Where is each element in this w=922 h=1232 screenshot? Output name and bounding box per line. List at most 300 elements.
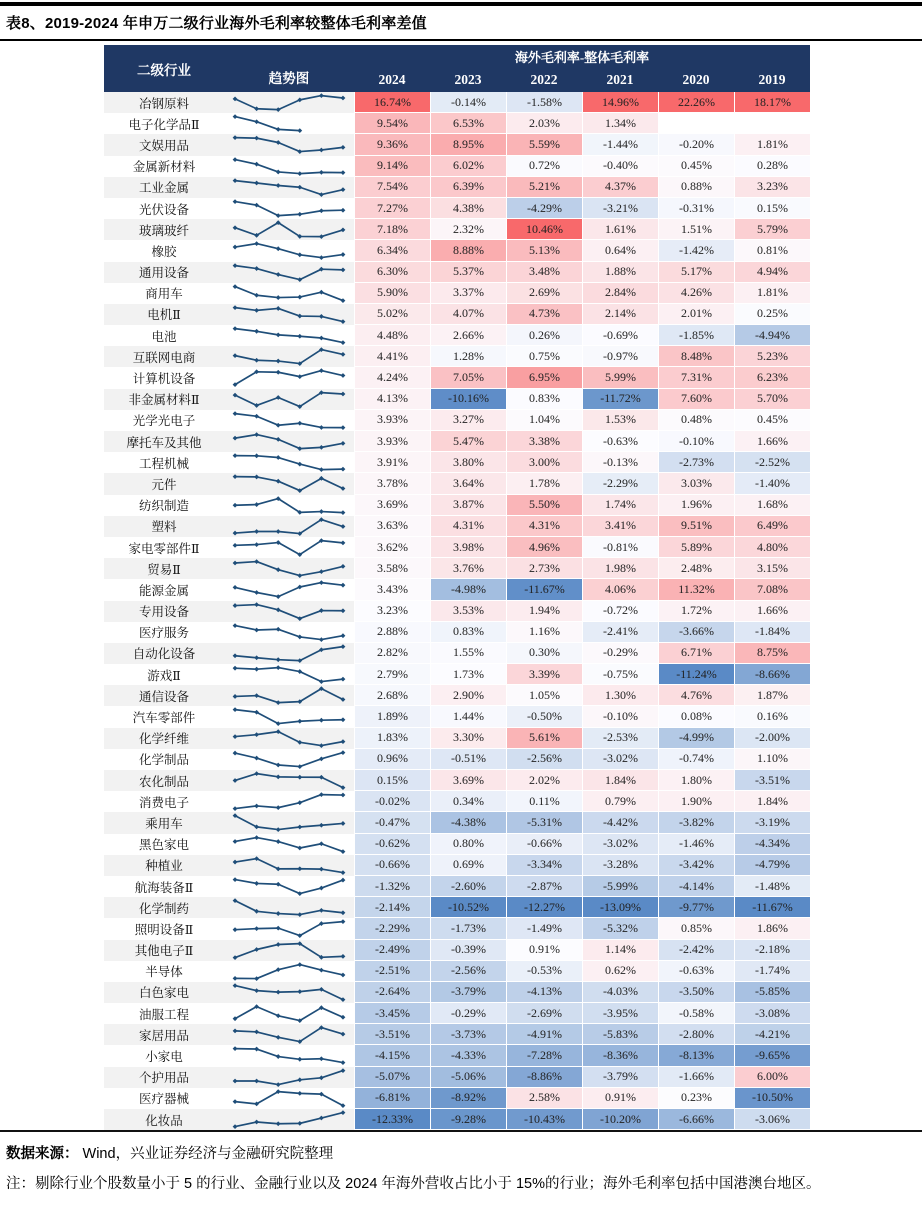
value-cell: -2.64% bbox=[354, 982, 430, 1003]
trend-sparkline bbox=[224, 1024, 354, 1045]
source-label: 数据来源： bbox=[6, 1146, 79, 1163]
value-cell: 4.24% bbox=[354, 367, 430, 388]
industry-name: 电子化学品Ⅱ bbox=[128, 117, 200, 132]
industry-name: 元件 bbox=[104, 473, 224, 494]
table-row bbox=[104, 495, 810, 516]
table-row bbox=[104, 622, 810, 643]
trend-sparkline bbox=[224, 706, 354, 727]
value-cell: 3.58% bbox=[354, 558, 430, 579]
industry-name: 电池 bbox=[151, 329, 177, 344]
trend-sparkline bbox=[224, 834, 354, 855]
value-cell: -0.31% bbox=[658, 198, 734, 219]
value-cell: 5.79% bbox=[734, 219, 810, 240]
value-cell: 4.48% bbox=[354, 325, 430, 346]
value-cell: 1.74% bbox=[582, 495, 658, 516]
industry-name: 医疗服务 bbox=[138, 626, 189, 641]
trend-sparkline bbox=[224, 367, 354, 388]
value-cell: 3.03% bbox=[658, 473, 734, 494]
value-cell: 5.70% bbox=[734, 389, 810, 410]
value-cell: 0.72% bbox=[506, 156, 582, 177]
value-cell: -2.29% bbox=[354, 918, 430, 939]
trend-cell bbox=[224, 1045, 354, 1066]
value-cell: 3.76% bbox=[430, 558, 506, 579]
value-cell: 0.16% bbox=[734, 706, 810, 727]
value-cell: 1.05% bbox=[506, 685, 582, 706]
table-title: 表8、2019-2024 年申万二级行业海外毛利率较整体毛利率差值 bbox=[6, 15, 427, 32]
trend-sparkline bbox=[224, 262, 354, 283]
table-row bbox=[104, 579, 810, 600]
value-cell: 2.48% bbox=[658, 558, 734, 579]
value-cell: -11.24% bbox=[658, 664, 734, 685]
table-row bbox=[104, 1003, 810, 1024]
value-cell: 3.80% bbox=[430, 452, 506, 473]
value-cell: 1.86% bbox=[734, 918, 810, 939]
value-cell: -10.16% bbox=[430, 389, 506, 410]
value-cell: 5.59% bbox=[506, 134, 582, 155]
trend-cell bbox=[224, 728, 354, 749]
value-cell: -0.66% bbox=[506, 834, 582, 855]
value-cell: 0.91% bbox=[506, 940, 582, 961]
value-cell: -1.32% bbox=[354, 876, 430, 897]
value-cell: -2.56% bbox=[430, 961, 506, 982]
trend-cell bbox=[224, 219, 354, 240]
value-cell: -0.66% bbox=[354, 855, 430, 876]
value-cell: -11.72% bbox=[582, 389, 658, 410]
value-cell: 2.03% bbox=[506, 113, 582, 134]
value-cell: 5.17% bbox=[658, 262, 734, 283]
table-row bbox=[104, 325, 810, 346]
value-cell: -5.06% bbox=[430, 1067, 506, 1088]
value-cell: 1.55% bbox=[430, 643, 506, 664]
value-cell: 8.88% bbox=[430, 240, 506, 261]
value-cell: -3.50% bbox=[658, 982, 734, 1003]
trend-sparkline bbox=[224, 855, 354, 876]
value-cell: 5.90% bbox=[354, 283, 430, 304]
year-header-2023: 2023 bbox=[454, 72, 482, 87]
value-cell: 5.02% bbox=[354, 304, 430, 325]
trend-cell bbox=[224, 367, 354, 388]
trend-cell bbox=[224, 134, 354, 155]
year-header-2020: 2020 bbox=[682, 72, 710, 87]
trend-sparkline bbox=[224, 685, 354, 706]
value-cell: -4.33% bbox=[430, 1045, 506, 1066]
header-years-block bbox=[354, 45, 810, 92]
value-cell: -4.29% bbox=[506, 198, 582, 219]
industry-name: 电机Ⅱ bbox=[104, 304, 224, 325]
value-cell: -0.69% bbox=[582, 325, 658, 346]
value-cell: -3.82% bbox=[658, 812, 734, 833]
industry-name: 计算机设备 bbox=[132, 372, 196, 387]
value-cell: -3.42% bbox=[658, 855, 734, 876]
value-cell: 6.39% bbox=[430, 177, 506, 198]
trend-cell bbox=[224, 1024, 354, 1045]
value-cell: -1.40% bbox=[734, 473, 810, 494]
trend-cell bbox=[224, 410, 354, 431]
value-cell: 0.28% bbox=[734, 156, 810, 177]
value-cell: -0.29% bbox=[430, 1003, 506, 1024]
value-cell: 6.23% bbox=[734, 367, 810, 388]
table-row bbox=[104, 685, 810, 706]
table-row bbox=[104, 304, 810, 325]
value-cell: 7.31% bbox=[658, 367, 734, 388]
trend-sparkline bbox=[224, 431, 354, 452]
value-cell: 4.26% bbox=[658, 283, 734, 304]
table-row bbox=[104, 473, 810, 494]
trend-cell bbox=[224, 876, 354, 897]
value-cell: 0.45% bbox=[658, 156, 734, 177]
value-cell: 4.96% bbox=[506, 537, 582, 558]
value-cell: 3.69% bbox=[430, 770, 506, 791]
value-cell: 3.69% bbox=[354, 495, 430, 516]
trend-sparkline bbox=[224, 876, 354, 897]
trend-sparkline bbox=[224, 283, 354, 304]
value-cell: 0.26% bbox=[506, 325, 582, 346]
value-cell: -3.08% bbox=[734, 1003, 810, 1024]
value-cell: -8.36% bbox=[582, 1045, 658, 1066]
table-row bbox=[104, 940, 810, 961]
value-cell: 3.23% bbox=[734, 177, 810, 198]
value-cell: -8.92% bbox=[430, 1088, 506, 1109]
value-cell: 1.81% bbox=[734, 134, 810, 155]
trend-cell bbox=[224, 156, 354, 177]
value-cell: 3.53% bbox=[430, 601, 506, 622]
value-cell: -2.53% bbox=[582, 728, 658, 749]
table-row bbox=[104, 113, 810, 134]
value-cell: -3.06% bbox=[734, 1109, 810, 1130]
value-cell: 2.66% bbox=[430, 325, 506, 346]
table-row bbox=[104, 240, 810, 261]
value-cell: -5.83% bbox=[582, 1024, 658, 1045]
trend-cell bbox=[224, 1067, 354, 1088]
year-header-2024: 2024 bbox=[378, 72, 406, 87]
value-cell: 0.25% bbox=[734, 304, 810, 325]
trend-cell bbox=[224, 706, 354, 727]
value-cell: 4.38% bbox=[430, 198, 506, 219]
value-cell: 1.44% bbox=[430, 706, 506, 727]
industry-name: 家居用品 bbox=[104, 1024, 224, 1045]
industry-name: 化学制品 bbox=[138, 753, 189, 768]
value-cell: 22.26% bbox=[658, 92, 734, 113]
value-cell: 10.46% bbox=[506, 219, 582, 240]
value-cell: 2.32% bbox=[430, 219, 506, 240]
industry-name: 商用车 bbox=[145, 287, 183, 302]
value-cell: 1.87% bbox=[734, 685, 810, 706]
trend-sparkline bbox=[224, 452, 354, 473]
value-cell: -4.79% bbox=[734, 855, 810, 876]
table-row bbox=[104, 516, 810, 537]
value-cell: -0.62% bbox=[354, 834, 430, 855]
trend-sparkline bbox=[224, 1003, 354, 1024]
value-cell: -2.73% bbox=[658, 452, 734, 473]
value-cell: -2.80% bbox=[658, 1024, 734, 1045]
table-row bbox=[104, 855, 810, 876]
value-cell: 0.85% bbox=[658, 918, 734, 939]
value-cell: 3.93% bbox=[354, 410, 430, 431]
value-cell: -4.98% bbox=[430, 579, 506, 600]
trend-cell bbox=[224, 855, 354, 876]
value-cell: 4.41% bbox=[354, 346, 430, 367]
value-cell: 9.14% bbox=[354, 156, 430, 177]
trend-sparkline bbox=[224, 1067, 354, 1088]
trend-cell bbox=[224, 834, 354, 855]
value-cell: 2.90% bbox=[430, 685, 506, 706]
value-cell: -0.75% bbox=[582, 664, 658, 685]
table-row bbox=[104, 262, 810, 283]
industry-name: 工程机械 bbox=[138, 456, 189, 471]
value-cell: -0.47% bbox=[354, 812, 430, 833]
trend-cell bbox=[224, 664, 354, 685]
industry-name: 通用设备 bbox=[104, 262, 224, 283]
value-cell: 0.83% bbox=[430, 622, 506, 643]
value-cell: 0.48% bbox=[658, 410, 734, 431]
table-row bbox=[104, 664, 810, 685]
value-cell: 1.68% bbox=[734, 495, 810, 516]
trend-cell bbox=[224, 304, 354, 325]
value-cell: 1.66% bbox=[734, 431, 810, 452]
value-cell: 5.37% bbox=[430, 262, 506, 283]
value-cell: -9.28% bbox=[430, 1109, 506, 1130]
value-cell: 9.54% bbox=[354, 113, 430, 134]
value-cell: -3.21% bbox=[582, 198, 658, 219]
value-cell: -0.02% bbox=[354, 791, 430, 812]
value-cell: -8.86% bbox=[506, 1067, 582, 1088]
value-cell: 9.51% bbox=[658, 516, 734, 537]
value-cell: 2.73% bbox=[506, 558, 582, 579]
trend-sparkline bbox=[224, 198, 354, 219]
value-cell: 3.91% bbox=[354, 452, 430, 473]
value-cell: -10.52% bbox=[430, 897, 506, 918]
value-cell: 1.90% bbox=[658, 791, 734, 812]
year-header-2019: 2019 bbox=[758, 72, 786, 87]
value-cell: -3.45% bbox=[354, 1003, 430, 1024]
value-cell: 8.48% bbox=[658, 346, 734, 367]
value-cell: 11.32% bbox=[658, 579, 734, 600]
industry-name: 照明设备Ⅱ bbox=[134, 922, 194, 937]
industry-name: 金属新材料 bbox=[132, 160, 196, 175]
value-cell: -4.94% bbox=[734, 325, 810, 346]
value-cell: 4.37% bbox=[582, 177, 658, 198]
value-cell: -0.13% bbox=[582, 452, 658, 473]
value-cell: 2.14% bbox=[582, 304, 658, 325]
value-cell: 0.34% bbox=[430, 791, 506, 812]
value-cell: -0.10% bbox=[582, 706, 658, 727]
value-cell: -0.58% bbox=[658, 1003, 734, 1024]
value-cell: 3.00% bbox=[506, 452, 582, 473]
trend-sparkline bbox=[224, 749, 354, 770]
value-cell: -1.49% bbox=[506, 918, 582, 939]
table-row bbox=[104, 367, 810, 388]
value-cell: 4.06% bbox=[582, 579, 658, 600]
table-row bbox=[104, 452, 810, 473]
trend-cell bbox=[224, 812, 354, 833]
table-row bbox=[104, 177, 810, 198]
trend-cell bbox=[224, 1088, 354, 1109]
industry-name: 贸易Ⅱ bbox=[104, 558, 224, 579]
table-row bbox=[104, 918, 810, 939]
value-cell: 5.23% bbox=[734, 346, 810, 367]
industry-name: 半导体 bbox=[145, 965, 183, 980]
value-cell: 2.58% bbox=[506, 1088, 582, 1109]
value-cell: -5.85% bbox=[734, 982, 810, 1003]
value-cell: 3.93% bbox=[354, 431, 430, 452]
trend-sparkline bbox=[224, 579, 354, 600]
value-cell: -4.03% bbox=[582, 982, 658, 1003]
value-cell: -3.02% bbox=[582, 749, 658, 770]
value-cell: -3.02% bbox=[582, 834, 658, 855]
trend-cell bbox=[224, 918, 354, 939]
value-cell: 3.63% bbox=[354, 516, 430, 537]
value-cell: 16.74% bbox=[354, 92, 430, 113]
value-cell: 9.36% bbox=[354, 134, 430, 155]
value-cell: 5.50% bbox=[506, 495, 582, 516]
value-cell: 0.79% bbox=[582, 791, 658, 812]
value-cell: -3.95% bbox=[582, 1003, 658, 1024]
table-row bbox=[104, 1045, 810, 1066]
value-cell: 3.30% bbox=[430, 728, 506, 749]
value-cell: -8.66% bbox=[734, 664, 810, 685]
industry-name: 工业金属 bbox=[104, 177, 224, 198]
trend-sparkline bbox=[224, 622, 354, 643]
value-cell: 1.96% bbox=[658, 495, 734, 516]
value-cell: 7.18% bbox=[354, 219, 430, 240]
value-cell: 7.08% bbox=[734, 579, 810, 600]
value-cell: 6.34% bbox=[354, 240, 430, 261]
value-cell: 6.02% bbox=[430, 156, 506, 177]
value-cell: -12.27% bbox=[506, 897, 582, 918]
value-cell: 2.82% bbox=[354, 643, 430, 664]
value-cell: 0.83% bbox=[506, 389, 582, 410]
table-row bbox=[104, 410, 810, 431]
value-cell: 1.88% bbox=[582, 262, 658, 283]
trend-cell bbox=[224, 516, 354, 537]
industry-name: 农化制品 bbox=[104, 770, 224, 791]
industry-name: 橡胶 bbox=[151, 244, 177, 259]
value-cell: 0.15% bbox=[354, 770, 430, 791]
value-cell: 1.89% bbox=[354, 706, 430, 727]
trend-sparkline bbox=[224, 643, 354, 664]
value-cell: -6.66% bbox=[658, 1109, 734, 1130]
table-row bbox=[104, 897, 810, 918]
value-cell: 6.71% bbox=[658, 643, 734, 664]
header-trend-column: 趋势图 bbox=[268, 71, 310, 86]
value-cell: -0.53% bbox=[506, 961, 582, 982]
value-cell: 8.95% bbox=[430, 134, 506, 155]
table-row bbox=[104, 961, 810, 982]
value-cell: 0.15% bbox=[734, 198, 810, 219]
trend-cell bbox=[224, 177, 354, 198]
value-cell: 0.11% bbox=[506, 791, 582, 812]
value-cell: -1.74% bbox=[734, 961, 810, 982]
value-cell: -4.15% bbox=[354, 1045, 430, 1066]
value-cell: 3.41% bbox=[582, 516, 658, 537]
industry-name: 文娱用品 bbox=[104, 134, 224, 155]
source-text: Wind，兴业证券经济与金融研究院整理 bbox=[78, 1146, 334, 1163]
value-cell: -0.81% bbox=[582, 537, 658, 558]
value-cell: 14.96% bbox=[582, 92, 658, 113]
trend-sparkline bbox=[224, 156, 354, 177]
table-row bbox=[104, 389, 810, 410]
value-cell: -1.44% bbox=[582, 134, 658, 155]
value-cell: -13.09% bbox=[582, 897, 658, 918]
value-cell: -1.84% bbox=[734, 622, 810, 643]
value-cell: 6.49% bbox=[734, 516, 810, 537]
trend-sparkline bbox=[224, 325, 354, 346]
trend-sparkline bbox=[224, 982, 354, 1003]
data-table bbox=[104, 45, 810, 1130]
value-cell: -4.42% bbox=[582, 812, 658, 833]
value-cell: -12.33% bbox=[354, 1109, 430, 1130]
value-cell: 1.81% bbox=[734, 283, 810, 304]
table-row bbox=[104, 876, 810, 897]
value-cell: -0.74% bbox=[658, 749, 734, 770]
value-cell: 6.00% bbox=[734, 1067, 810, 1088]
value-cell: -3.51% bbox=[734, 770, 810, 791]
header-years-row bbox=[354, 68, 810, 92]
value-cell: 5.13% bbox=[506, 240, 582, 261]
value-cell: 2.84% bbox=[582, 283, 658, 304]
industry-name: 个护用品 bbox=[104, 1067, 224, 1088]
trend-cell bbox=[224, 558, 354, 579]
value-cell: 4.13% bbox=[354, 389, 430, 410]
value-cell: -1.42% bbox=[658, 240, 734, 261]
value-cell: 3.98% bbox=[430, 537, 506, 558]
value-cell: 2.69% bbox=[506, 283, 582, 304]
trend-sparkline bbox=[224, 495, 354, 516]
value-cell: 8.75% bbox=[734, 643, 810, 664]
value-cell: -2.18% bbox=[734, 940, 810, 961]
header-group-label: 海外毛利率-整体毛利率 bbox=[514, 50, 650, 65]
table-row bbox=[104, 283, 810, 304]
value-cell: 3.37% bbox=[430, 283, 506, 304]
industry-name: 化学制药 bbox=[104, 897, 224, 918]
value-cell: 0.30% bbox=[506, 643, 582, 664]
table-row bbox=[104, 219, 810, 240]
value-cell: -2.41% bbox=[582, 622, 658, 643]
value-cell: 7.54% bbox=[354, 177, 430, 198]
trend-sparkline bbox=[224, 1109, 354, 1130]
value-cell: 1.80% bbox=[658, 770, 734, 791]
trend-sparkline bbox=[224, 940, 354, 961]
industry-name: 油服工程 bbox=[138, 1007, 189, 1022]
industry-name: 化妆品 bbox=[104, 1109, 224, 1130]
value-cell: 2.68% bbox=[354, 685, 430, 706]
value-cell: -4.99% bbox=[658, 728, 734, 749]
trend-sparkline bbox=[224, 389, 354, 410]
value-cell: 4.07% bbox=[430, 304, 506, 325]
value-cell: 1.84% bbox=[582, 770, 658, 791]
table-row bbox=[104, 812, 810, 833]
header-industry-column: 二级行业 bbox=[137, 62, 191, 78]
value-cell: 3.23% bbox=[354, 601, 430, 622]
value-cell: 3.62% bbox=[354, 537, 430, 558]
trend-sparkline bbox=[224, 1088, 354, 1109]
table-row bbox=[104, 1067, 810, 1088]
value-cell: -0.40% bbox=[582, 156, 658, 177]
value-cell: 2.02% bbox=[506, 770, 582, 791]
trend-sparkline bbox=[224, 346, 354, 367]
value-cell: -2.69% bbox=[506, 1003, 582, 1024]
value-cell: -2.56% bbox=[506, 749, 582, 770]
trend-sparkline bbox=[224, 558, 354, 579]
trend-sparkline bbox=[224, 728, 354, 749]
value-cell: 0.81% bbox=[734, 240, 810, 261]
value-cell: 1.30% bbox=[582, 685, 658, 706]
value-cell: -0.50% bbox=[506, 706, 582, 727]
industry-name: 互联网电商 bbox=[104, 346, 224, 367]
value-cell: 1.61% bbox=[582, 219, 658, 240]
value-cell: 1.51% bbox=[658, 219, 734, 240]
value-cell: -11.67% bbox=[734, 897, 810, 918]
